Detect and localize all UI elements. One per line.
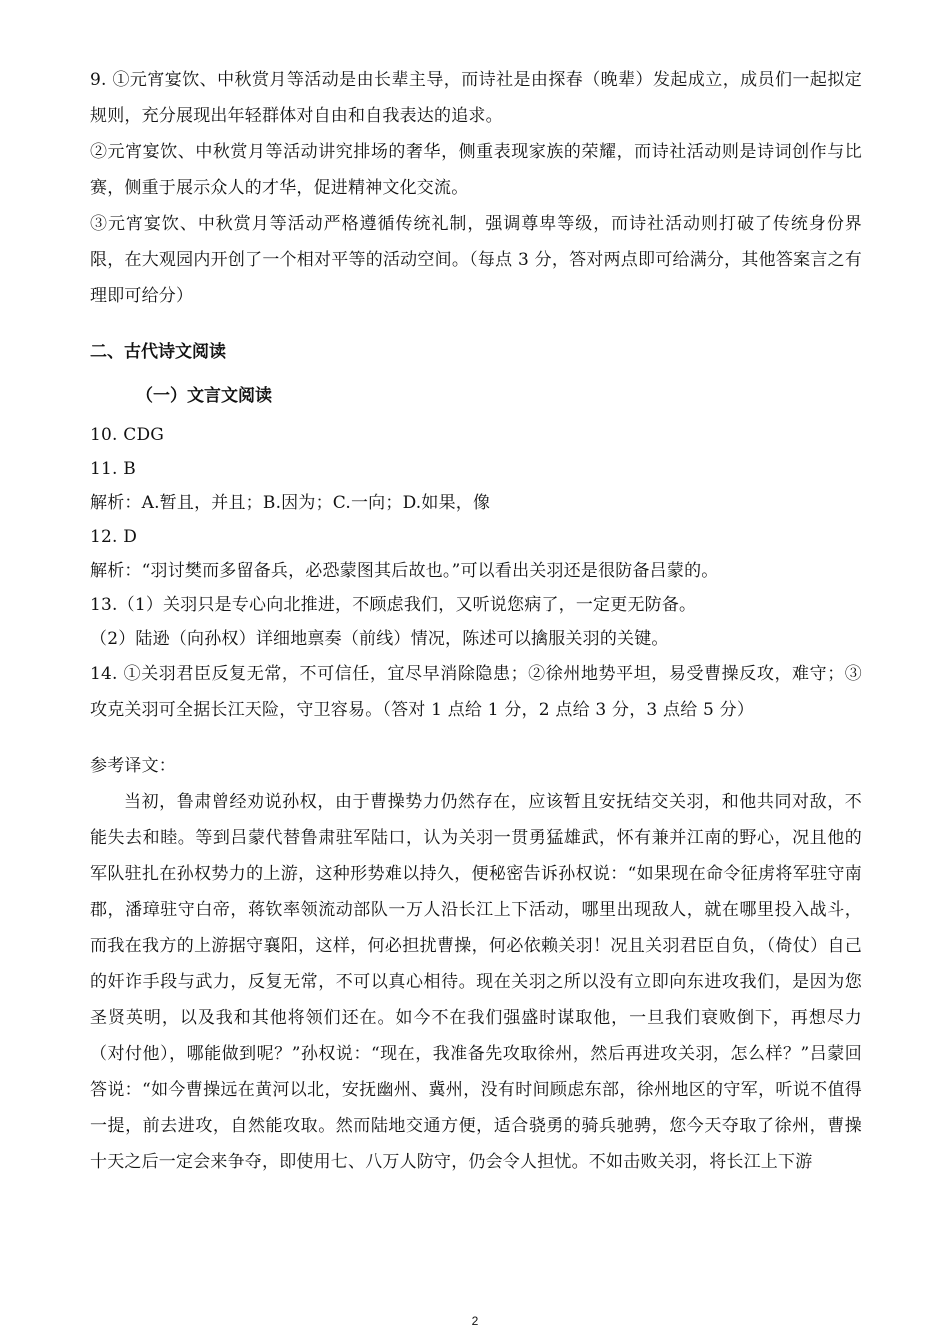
answer-11: 11. B xyxy=(90,459,136,479)
answer-11-analysis: 解析：A.暂且，并且；B.因为；C.一向；D.如果，像 xyxy=(90,493,491,513)
answer-13-part-1: 13.（1）关羽只是专心向北推进，不顾虑我们，又听说您病了，一定更无防备。 xyxy=(90,595,697,615)
answer-13-part-2: （2）陆逊（向孙权）详细地禀奏（前线）情况，陈述可以擒服关羽的关键。 xyxy=(90,629,669,649)
section-heading: 二、古代诗文阅读 xyxy=(90,342,226,362)
answer-9-point-3: ③元宵宴饮、中秋赏月等活动严格遵循传统礼制，强调尊卑等级，而诗社活动则打破了传统身份界限，在大观园内开创了一个相对平等的活动空间。（每点 3 分，答对两点即可给满分，其他答案言之有理即可给分） xyxy=(90,214,862,306)
answer-9-point-1: 9. ①元宵宴饮、中秋赏月等活动是由长辈主导，而诗社是由探春（晚辈）发起成立，成员们一起拟定规则，充分展现出年轻群体对自由和自我表达的追求。 xyxy=(90,70,862,126)
answer-14: 14. ①关羽君臣反复无常，不可信任，宜尽早消除隐患；②徐州地势平坦，易受曹操反攻，难守；③攻克关羽可全据长江天险，守卫容易。（答对 1 点给 1 分，2 点给 3 分，3 点给 5 分） xyxy=(90,664,862,720)
answer-9-point-2: ②元宵宴饮、中秋赏月等活动讲究排场的奢华，侧重表现家族的荣耀，而诗社活动则是诗词创作与比赛，侧重于展示众人的才华，促进精神文化交流。 xyxy=(90,142,862,198)
subsection-heading: （一）文言文阅读 xyxy=(136,386,272,406)
translation-body: 当初，鲁肃曾经劝说孙权，由于曹操势力仍然存在，应该暂且安抚结交关羽，和他共同对敌，不能失去和睦。等到吕蒙代替鲁肃驻军陆口，认为关羽一贯勇猛雄武，怀有兼并江南的野心，况且他的军队驻扎在孙权势力的上游，这种形势难以持久，便秘密告诉孙权说：“如果现在命令征虏将军驻守南郡，潘璋驻守白帝，蒋钦率领流动部队一万人沿长江上下活动，哪里出现敌人，就在哪里投入战斗，而我在我方的上游据守襄阳，这样，何必担扰曹操，何必依赖关羽！况且关羽君臣自负，（倚仗）自己的奸诈手段与武力，反复无常，不可以真心相待。现在关羽之所以没有立即向东进攻我们，是因为您圣贤英明，以及我和其他将领们还在。如今不在我们强盛时谋取他，一旦我们衰败倒下，再想尽力（对付他），哪能做到呢？”孙权说：“现在，我准备先攻取徐州，然后再进攻关羽，怎么样？”吕蒙回答说：“如今曹操远在黄河以北，安抚幽州、冀州，没有时间顾虑东部，徐州地区的守军，听说不值得一提，前去进攻，自然能攻取。然而陆地交通方便，适合骁勇的骑兵驰骋，您今天夺取了徐州，曹操十天之后一定会来争夺，即使用七、八万人防守，仍会令人担忧。不如击败关羽，将长江上下游 xyxy=(90,792,862,1172)
document-page xyxy=(90,62,862,1180)
answer-10: 10. CDG xyxy=(90,425,165,445)
page-number: 2 xyxy=(471,1314,479,1328)
translation-label: 参考译文： xyxy=(90,756,176,776)
answer-12-analysis: 解析：“羽讨樊而多留备兵，必恐蒙图其后故也。”可以看出关羽还是很防备吕蒙的。 xyxy=(90,561,719,581)
answer-12: 12. D xyxy=(90,527,138,547)
